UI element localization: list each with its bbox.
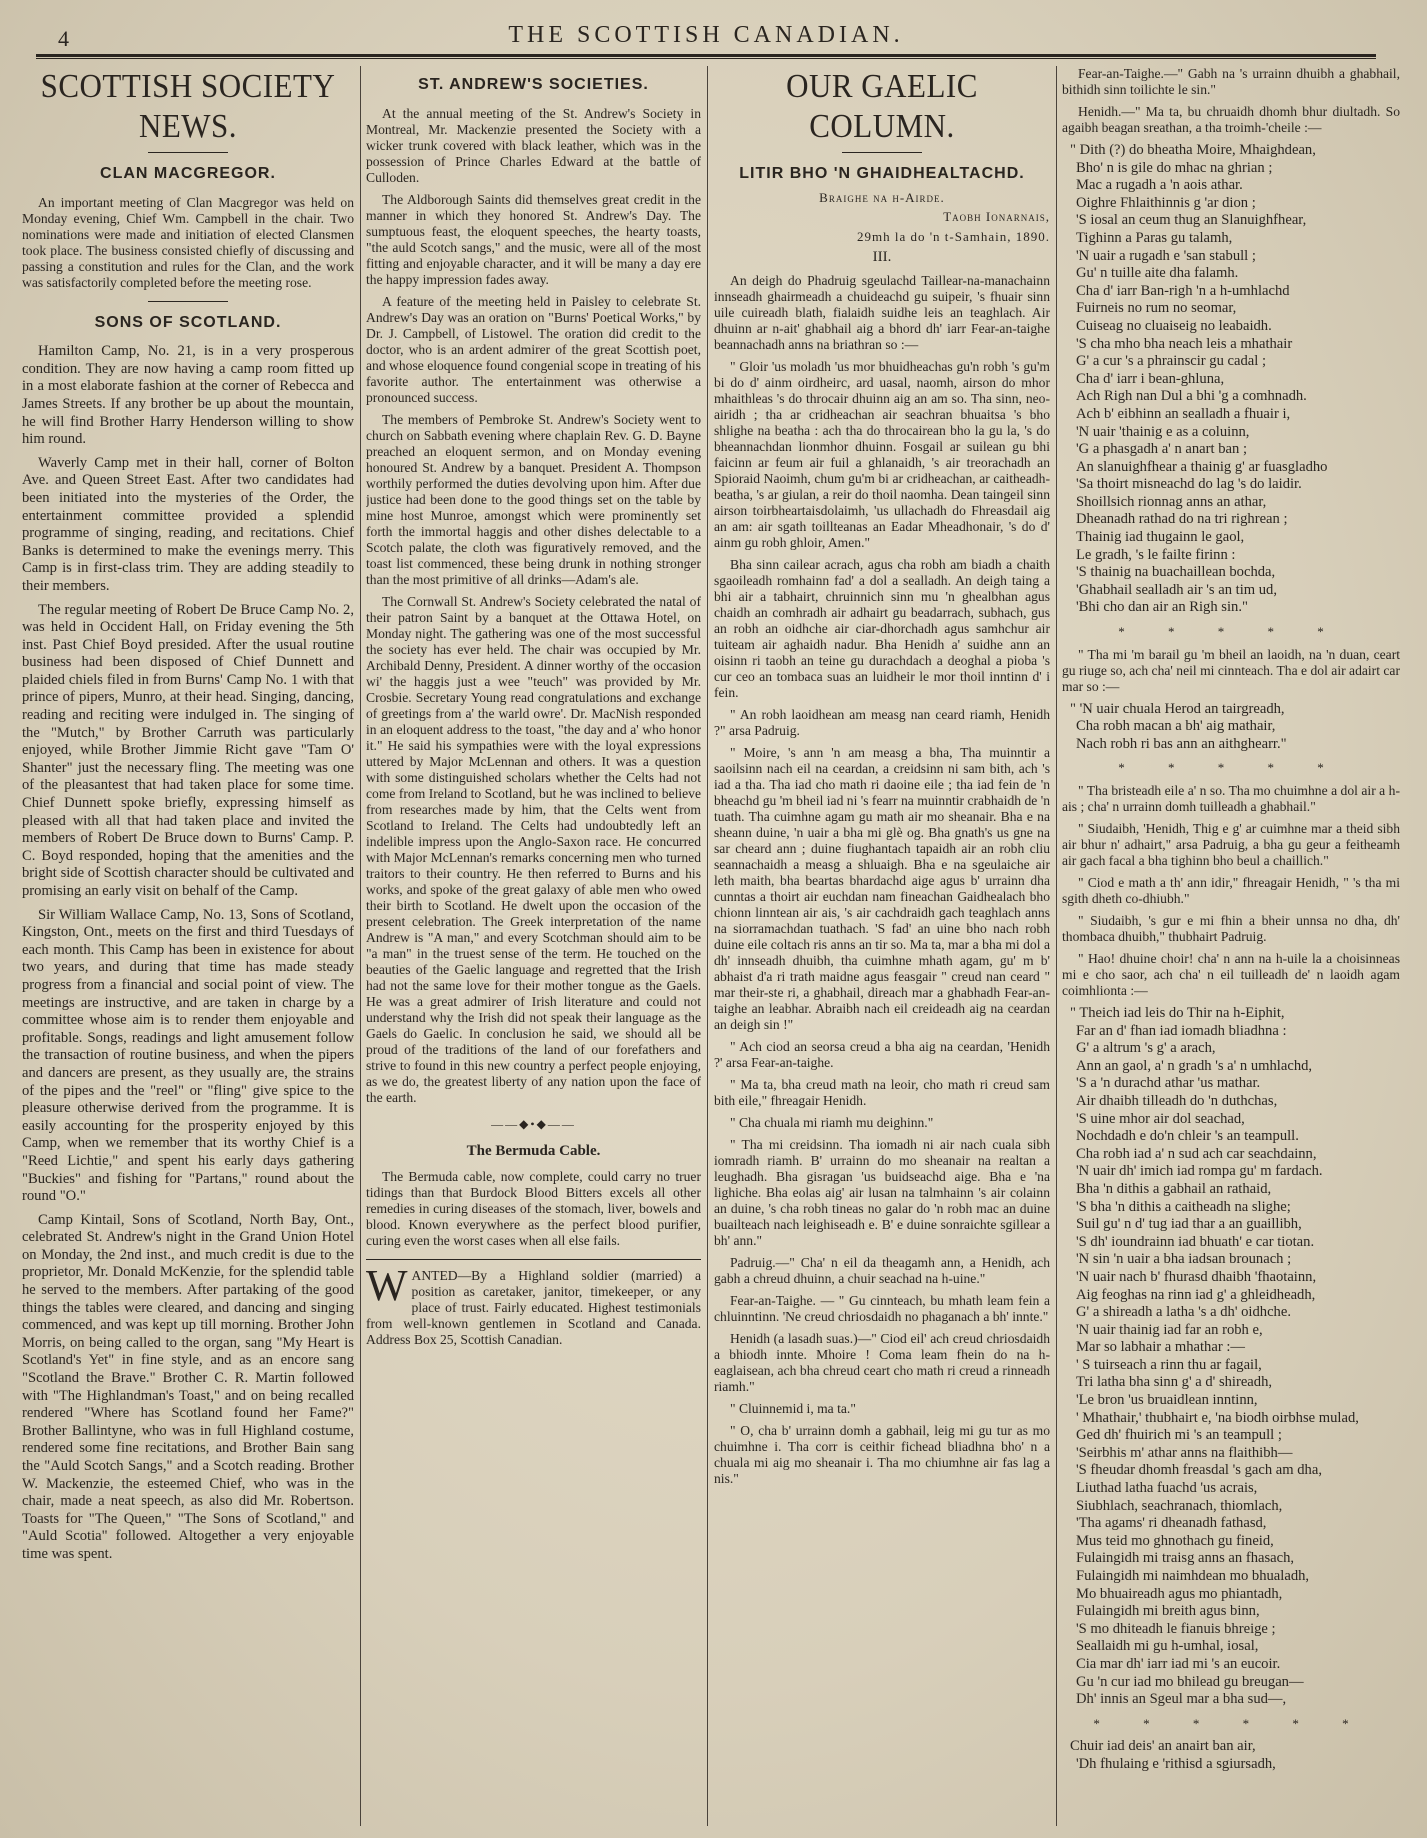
article-paragraph: An important meeting of Clan Macgregor was held on Monday evening, Chief Wm. Campbell in the chair. Two nominations were made and initiation of elected Clansmen took place. The business consisted chiefly of discussing and passing a constitution and rules for the Clan, and the work was satisfactorily completed before the meeting rose.	[22, 194, 354, 290]
verse-line: Shoillsich rionnag anns an athar,	[1076, 493, 1267, 510]
article-paragraph: The Bermuda cable, now complete, could carry no truer tidings than that Burdock Blood Bitters excels all other remedies in curing diseases of the stomach, liver, bowels and blood. Known everywhere as the perfect blood purifier, curing even the worst cases when all else fails.	[366, 1168, 701, 1248]
article-paragraph: " Tha bristeadh eile a' n so. Tha mo chuimhne a dol air a h-ais ; cha' n urrainn domh tuilleadh a ghabhail."	[1062, 783, 1400, 814]
verse-line: Seallaidh mi gu h-umhal, iosal,	[1076, 1638, 1259, 1655]
column-rule	[1056, 66, 1057, 1826]
verse-line: 'S mo dhiteadh le fianuis bhreige ;	[1076, 1620, 1276, 1637]
verse-line: 'Tha agams' ri dheanadh fathasd,	[1076, 1515, 1267, 1532]
article-paragraph: " Cha chuala mi riamh mu deighinn."	[730, 1114, 934, 1130]
verse-line: Siubhlach, seachranach, thiomlach,	[1076, 1497, 1283, 1514]
column-scottish-society-news	[22, 66, 354, 1826]
article-paragraph: " Tha mi 'm barail gu 'm bheil an laoidh, na 'n duan, ceart gu riuge so, ach cha' neil mi cinnteach. Tha e dol air adairt car mar so :—	[1062, 646, 1400, 694]
asterisk-divider: * * * * * *	[1093, 1715, 1369, 1731]
verse-line: 'S bha 'n dithis a caitheadh na slighe;	[1076, 1198, 1291, 1215]
verse-line: 'S iosal an ceum thug an Slanuighfhear,	[1076, 212, 1307, 229]
column-gaelic	[714, 66, 1050, 1826]
verse-line: 'Sa thoirt misneachd do lag 's do laidir.	[1076, 476, 1302, 493]
ornament-divider: ——◆•◆——	[491, 1116, 576, 1131]
verse-line: Cha d' iarr Ban-righ 'n a h-umhlachd	[1076, 282, 1290, 299]
article-paragraph: The regular meeting of Robert De Bruce Camp No. 2, was held in Occident Hall, on Friday evening the 5th inst. Past Chief Boyd presided. After the usual routine business had been disposed of Chief Dunnett and plaided chiels filed in from Burns' Camp No. 1 with that prince of pipers, Munro, at their head. Singing, dancing, reading and reciting were indulged in. The singing of the "Mutch," by Brother Carruth was particularly enjoyed, while Brother Jimmie Richt gave "Tam O' Shanter" just the necessary fling. The meeting was one of the pleasantest that had taken place for some time. Chief Dunnett spoke briefly, expressing himself as pleased with all that had taken place and invited the members of Robert De Bruce down to Burns' Camp. P. C. Boyd responded, hoping that the amenities and the bright side of Scottish character should be cultivated and promising an early visit on behalf of the Camp.	[22, 601, 354, 899]
section-heading: OUR GAELIC COLUMN.	[786, 66, 978, 145]
verse-line: ' Mhathair,' thubhairt e, 'na biodh oirbhse mulad,	[1076, 1409, 1359, 1426]
divider	[148, 301, 228, 302]
part-number: III.	[872, 249, 892, 266]
column-rule	[707, 66, 708, 1826]
article-paragraph: " Ciod e math a th' ann idir," fhreagair Henidh, " 's tha mi sgith dheth co-dhiubh."	[1062, 875, 1400, 906]
article-paragraph: Camp Kintail, Sons of Scotland, North Bay, Ont., celebrated St. Andrew's night in the Grand Union Hotel on Monday, the 2nd inst., and much credit is due to the proprietor, Mr. Donald McKenzie, for the splendid table he served to the members. After partaking of the good things the tables were cleared, and dancing and singing commenced, and was kept up till morning. Brother John Morris, on being called to the organ, sang "My Heart is Scotland's Yet" in fine style, and as an encore sang "Scotland the Brave." Brother C. R. Martin followed with "The Highlandman's Toast," and on being recalled rendered "Where has Scotland found her Fame?" Brother Ballintyne, who was in full Highland costume, rendered some fine recitations, and Brother Bain sang the "Auld Scotch Sangs," and a Scotch reading. Brother W. Mackenzie, the esteemed Chief, who was in the chair, made a neat speech, as also did Mr. Robertson. Toasts for "The Queen," "The Sons of Scotland," and "Auld Scotia" followed. Altogether a very enjoyable time was spent.	[22, 1211, 354, 1562]
dateline-date: 29mh la do 'n t-Samhain, 1890.	[856, 228, 1050, 244]
verse-line: 'N uair nach b' fhurasd dhaibh 'fhaotainn,	[1076, 1268, 1317, 1285]
verse-line: Liuthad latha fuachd 'us acrais,	[1076, 1480, 1258, 1497]
byline: Braighe na h-Airde.	[819, 189, 945, 205]
paper-title: THE SCOTTISH CANADIAN.	[508, 22, 904, 48]
verse-line: 'N uair dh' imich iad rompa gu' m fardach.	[1076, 1163, 1323, 1180]
verse-line: Suil gu' n d' tug iad thar a an guaillibh,	[1076, 1216, 1302, 1233]
article-paragraph: " Ach ciod an seorsa creud a bha aig na ceardan, 'Henidh ?' arsa Fear-an-taighe.	[714, 1038, 1050, 1070]
verse-line: Le gradh, 's le failte firinn :	[1076, 546, 1236, 563]
verse-line: 'S a 'n durachd athar 'us mathar.	[1076, 1075, 1261, 1092]
divider	[148, 152, 228, 153]
article-paragraph: " Gloir 'us moladh 'us mor bhuidheachas gu'n robh 's gu'm bi do d' ainm oirdheirc, ard uasal, naomh, airson do mhor mhaithleas 's do throcair dhuinn aig an am so. Tha sinn, neo-airidh ; tha ar cridheachan air seachran bhuaitsa 's bho shlighe na beatha : ach tha do throcairean bho la gu la, 's do bheannachdan lionmhor dhuinn. Fosgail ar suilean gu bhi faicinn ar feum air fuil a ghlanaidh, 's air treorachadh an Spioraid Naoimh, chum gu'm bi ar cridheachan, ar caitheadh-beatha, 's ar giulan, a reir do thoil naomha. Dean taingeil sinn airson toirbheartaisdolaimh, 'us ullachadh do Fhreasdail aig an am: air sgath toillteanas an Eadar Mheadhonair, 's do d' ainm gu robh ghloir, Amen."	[714, 358, 1050, 550]
article-paragraph: Sir William Wallace Camp, No. 13, Sons of Scotland, Kingston, Ont., meets on the first and third Tuesdays of each month. This Camp has been in existence for about two years, and during that time has made steady progress from a financial and social point of view. The meetings are instructive, and are taken in charge by a committee whose aim is to render them enjoyable and profitable. Songs, readings and light amusement follow the transaction of routine business, and when the pipers and dancers are present, as they usually are, the strains of the pipes and the "reel" or "fling" give spice to the pleasure otherwise derived from the programme. It is easily accounting for the prosperity enjoyed by this Camp, when we remember that its worthy Chief is a "Reed Lichtie," and spent his early days gathering "Buckies" and fishing for "Partans," round about the round "O."	[22, 906, 354, 1205]
verse-line: 'G a phasgadh a' n anart ban ;	[1076, 441, 1247, 458]
verse-line: 'Seirbhis m' athar anns na flaithibh—	[1076, 1444, 1293, 1461]
verse-line: Air dhaibh tilleadh do 'n duthchas,	[1076, 1092, 1278, 1109]
verse-line: 'Bhi cho dan air an Righ sin."	[1076, 599, 1248, 616]
verse-line: Tri latha bha sinn g' a d' shireadh,	[1076, 1374, 1273, 1391]
article-paragraph: " Hao! dhuine choir! cha' n ann na h-uile la a choisinneas mi e cho saor, ach cha' n eil tuilleadh de' n laoidh agam coimhlionta :—	[1062, 951, 1400, 998]
verse-line: 'N uair 'thainig e as a coluinn,	[1076, 423, 1250, 440]
verse-line: Tighinn a Paras gu talamh,	[1076, 229, 1233, 246]
verse-line: An slanuighfhear a thainig g' ar fuasgladho	[1076, 458, 1328, 475]
verse-line: Fulaingidh mi traisg anns an fhasach,	[1076, 1550, 1295, 1567]
verse-line: Dh' innis an Sgeul mar a bha sud—,	[1076, 1691, 1287, 1708]
verse-line: 'S dh' ioundrainn iad bhuath' e car tiotan.	[1076, 1233, 1315, 1250]
article-paragraph: The Cornwall St. Andrew's Society celebrated the natal of their patron Saint by a banquet at the Ottawa Hotel, on Monday night. The gathering was one of the most successful the society has ever held. The chair was occupied by Mr. Archibald Denny, President. A dinner worthy of the occasion wi' the haggis just a wee "teuch" was provided by Mr. Crosbie. Secretary Young read congratulations and exchange of greetings from a' the warld owre'. Dr. MacNish responded in an eloquent address to the toast, "the day and a' who honor it." He said his sympathies were with the loyal expressions uttered by Major McLennan and others. It was a question with some distinguished scholars whether the Celts had not come from Ireland to Scotland, but he was inclined to believe from researches made by him, that the Celts went from Scotland to Ireland. The Celts had undoubtedly left an indelible impress upon the Anglo-Saxon race. He concurred with Major McLennan's remarks concerning men who turned traitors to their country. He then referred to Burns and his works, and spoke of the great galaxy of able men who owed their birth to Scotland. He dwelt upon the occasion of the present celebration. The Greek interpretation of the name Andrew is "A man," and every Scotchman should aim to be "a man" in the truest sense of the term. He touched on the beauties of the Gaelic language and regretted that the Irish had not the same love for their mother tongue as the Gaels. He was a great admirer of Irish literature and could not understand why the Irish did not speak their language as the Gaels do Gaelic. In conclusion he said, we should all be proud of the traditions of the land of our forefathers and strive to found in this new country a perfect people enjoying, as we do, the greatest liberty of any nation upon the face of the earth.	[366, 593, 701, 1105]
article-paragraph: " Siudaibh, 's gur e mi fhin a bheir unnsa no dha, dh' thombaca dhuibh," thubhairt Padruig.	[1062, 913, 1400, 944]
verse-line: Cuiseag no cluaiseig no leabaidh.	[1076, 317, 1272, 334]
verse-line: Cia mar dh' iarr iad mi 's an eucoir.	[1076, 1655, 1281, 1672]
article-paragraph: " O, cha b' urrainn domh a gabhail, leig mi gu tur as mo chuimhne i. Tha corr is ceithir fichead bliadhna bho' n a chuala mi aig mo sheanair i. Tha mo chiumhne air fas lag a nis."	[714, 1422, 1050, 1486]
verse-line: Nach robh ri bas ann an aithghearr."	[1076, 735, 1287, 752]
verse-line: Far an d' fhan iad iomadh bliadhna :	[1076, 1022, 1287, 1039]
asterisk-divider: * * * * *	[1118, 760, 1344, 776]
page-number: 4	[58, 26, 69, 51]
verse-line: Bho' n is gile do mhac na ghrian ;	[1076, 159, 1273, 176]
article-heading: LITIR BHO 'N GHAIDHEALTACHD.	[739, 165, 1025, 182]
verse-line: Gu 'n cur iad mo bhilead gu breugan—	[1076, 1673, 1304, 1690]
verse-line: Fuirneis no rum no seomar,	[1076, 300, 1237, 317]
verse-line: Fulaingidh mi breith agus binn,	[1076, 1603, 1260, 1620]
article-paragraph: The Aldborough Saints did themselves great credit in the manner in which they honored St. Andrew's Day. The sumptuous feast, the eloquent speeches, the hearty toasts, "the auld Scotch sangs," and the music, were all of the most fitting and enjoyable character, and it will be many a day ere the happy impression fades away.	[366, 191, 701, 287]
verse-line: 'S uine mhor air dol seachad,	[1076, 1110, 1245, 1127]
column-rule	[360, 66, 361, 1826]
verse-line: Ach Righ nan Dul a bhi 'g a comhnadh.	[1076, 388, 1307, 405]
verse-line: 'S fheudar dhomh freasdal 's gach am dha,	[1076, 1462, 1322, 1479]
asterisk-divider: * * * * *	[1118, 624, 1344, 640]
verse-line: Cha robh iad a' n sud ach car seachdainn,	[1076, 1145, 1317, 1162]
verse-line: Mo bhuaireadh agus mo phiantadh,	[1076, 1585, 1283, 1602]
verse-line: Fulaingidh mi naimhdean mo bhualadh,	[1076, 1568, 1310, 1584]
verse-line: Gu' n tuille aite dha falamh.	[1076, 265, 1239, 282]
verse-line: Ach b' eibhinn an sealladh a fhuair i,	[1076, 405, 1291, 422]
article-paragraph: Padruig.—" Cha' n eil da theagamh ann, a Henidh, ach gabh a chreud dhuinn, a chuir seachad na h-uine."	[714, 1254, 1050, 1286]
divider	[842, 152, 922, 153]
verse-line: 'Dh fhulaing e 'rithisd a sgiursadh,	[1076, 1755, 1276, 1772]
article-heading: SONS OF SCOTLAND.	[94, 313, 282, 331]
ad-text: ANTED—By a Highland soldier (married) a position as caretaker, janitor, timekeeper, or any place of trust. Fairly educated. Highest testimonials from well-known gentlemen in Scotland and Canada. Address Box 25, Scottish Canadian.	[366, 1267, 701, 1347]
verse-line: 'S thainig na buachaillean bochda,	[1076, 564, 1276, 581]
verse-line: 'N uair thainig iad far an robh e,	[1076, 1321, 1263, 1338]
verse-line: ' S tuirseach a rinn thu ar fagail,	[1076, 1356, 1262, 1373]
verse-block	[1062, 1005, 1400, 1709]
article-paragraph: At the annual meeting of the St. Andrew's Society in Montreal, Mr. Mackenzie presented the Society with a wicker trunk covered with black leather, which was in the possession of Prince Charles Edward at the battle of Culloden.	[366, 105, 701, 185]
verse-line: 'Le bron 'us bruaidlean inntinn,	[1076, 1392, 1258, 1409]
article-paragraph: Hamilton Camp, No. 21, is in a very prosperous condition. They are now having a camp room fitted up in a most elaborate fashion at the corner of Rebecca and James Streets. If any brother be up about the mountain, he will find Brother Harry Henderson willing to show him round.	[22, 343, 354, 448]
article-paragraph: " Cluinnemid i, ma ta."	[730, 1400, 856, 1416]
article-paragraph: An deigh do Phadruig sgeulachd Taillear-na-manachainn innseadh ghairmeadh a chuideachd gu suipeir, 's fhuair sinn uile cuireadh blath, fialaidh suidhe leis an teaghlach. Air dhuinn ar n-ait' ghabhail aig a bhord dh' iarr Fear-an-taighe beannachadh anns na briathran so :—	[714, 272, 1050, 352]
column-st-andrews-societies	[366, 66, 701, 1826]
article-paragraph: Fear-an-Taighe.—" Gabh na 's urrainn dhuibh a ghabhail, bithidh sinn toilichte le sin."	[1062, 66, 1400, 97]
article-paragraph: " Tha mi creidsinn. Tha iomadh ni air nach cuala sibh iomradh riamh. B' urrainn do mo sheanair na realtan a leughadh. Bha gisragan 'us buidseachd aige. Bha e 'na lighiche. Bha eolas aig' air lusan na talmhainn 's air colainn an duine, 's cha robh tineas no galar do 'n robh mac an duine buailteach nach leighiseadh e. B' e duine sonraichte sgillear a bh' ann."	[714, 1136, 1050, 1248]
verse-block	[1062, 701, 1400, 754]
masthead-rule	[36, 54, 1376, 59]
drop-cap: W	[366, 1260, 408, 1310]
verse-line: " Theich iad leis do Thir na h-Eiphit,	[1070, 1005, 1285, 1021]
verse-line: Thainig iad thugainn le gaol,	[1076, 529, 1245, 546]
article-paragraph: A feature of the meeting held in Paisley to celebrate St. Andrew's Day was an oration on "Burns' Poetical Works," by Dr. J. Campbell, of Listowel. The oration did credit to the doctor, who is an ardent admirer of the great Scottish poet, and whose eloquence found congenial scope in treating of his favorite author. The entertainment was otherwise a pronounced success.	[366, 293, 701, 405]
verse-line: G' a shireadh a latha 's a dh' oidhche.	[1076, 1304, 1291, 1321]
article-paragraph: Bha sinn cailear acrach, agus cha robh am biadh a chaith sgaoileadh romhainn fad' a dol a sealladh. An deigh taing a bhi air a tabhairt, chruinnich sinn mu 'n ghealbhan agus chaidh an comhradh air adhairt gu beadarrach, subhach, gus an robh an oidhche air ciar-dhorchadh agus samhchur air tuiteam air aghaidh nadur. Bha Henidh a' suidhe ann an oisinn ri taobh an teine gu durachdach a deoghal a pioba 's cur ceo an tombaca suas an luidheir le mor thoil inntinn d' i fein.	[714, 556, 1050, 700]
verse-line: Cha d' iarr i bean-ghluna,	[1076, 370, 1225, 387]
verse-line: 'N uair a rugadh e 'san stabull ;	[1076, 247, 1256, 264]
verse-line: 'N sin 'n uair a bha iadsan brounach ;	[1076, 1251, 1292, 1268]
section-heading: SCOTTISH SOCIETY NEWS.	[40, 66, 336, 145]
verse-line: G' a cur 's a phrainscir gu cadal ;	[1076, 353, 1267, 370]
verse-line: Ann an gaol, a' n gradh 's a' n umhlachd,	[1076, 1057, 1313, 1074]
verse-line: Chuir iad deis' an anairt ban air,	[1070, 1738, 1256, 1755]
verse-line: Aig feoghas na rinn iad g' a ghleidheadh,	[1076, 1286, 1316, 1303]
verse-line: Dheanadh rathad do na tri righrean ;	[1076, 511, 1288, 528]
dateline-place: Taobh Ionarnais,	[943, 209, 1050, 225]
verse-block	[1062, 1738, 1400, 1773]
article-paragraph: " Ma ta, bha creud math na leoir, cho math ri creud sam bith eile," fhreagair Henidh.	[714, 1076, 1050, 1108]
article-heading: CLAN MACGREGOR.	[100, 165, 276, 182]
verse-line: Cha robh macan a bh' aig mathair,	[1076, 718, 1276, 735]
verse-line: G' a altrum 's g' a arach,	[1076, 1040, 1216, 1057]
article-paragraph: " Moire, 's ann 'n am measg a bha, Tha muinntir a saoilsinn nach eil na ceardan, a creidsinn ni sam bith, ach 's iad a tha. Tha iad cho math ri daoine eile ; tha iad fein de 'n bheachd gu 'm bheil iad ni 's fearr na muinntir crabhaidh de 'n tuath. Tha cuimhne agam gu math air mo sheanair. Bha e na sheann duine, 'n uair a bha mi glè og. Bha gnath's us gne na sar cheard ann ; duine fiughantach tapaidh air an robh cliu seannachaidh a measg a shluaigh. Bha e na sgeulaiche air leth maith, bha beartas bhardachd aige agus b' urrainn dha cunntas a thoirt air euchdan nam fineachan Gaidhealach bho chionn linntean air ais, 's air cachdraidh gach teaghlach anns na siorramachdan tuathach. 'S fad' an uine bho nach robh duine eile coltach ris anns an tir so. Ma ta, mar a bha mi dol a dh' innseadh dhuibh, tha cuimhne mhath agam, gu' m b' abhaist d'a ri trath maidne agus feasgair " creud nan ceard " mar their-ste ri, a ghabhail, direach mar a ghabhadh Fear-an-taighe an leabhar. Abraibh nach eil creideadh aig na ceardan an deigh sin !"	[714, 744, 1050, 1032]
classified-ad	[366, 1259, 701, 1348]
verse-line: " 'N uair chuala Herod an tairgreadh,	[1070, 700, 1285, 717]
column-gaelic-continued	[1062, 66, 1400, 1826]
verse-line: Mac a rugadh a 'n aois athar.	[1076, 177, 1243, 194]
article-paragraph: Henidh (a lasadh suas.)—" Ciod eil' ach creud chriosdaidh a bhiodh innte. Mhoire ! Coma leam fhein do na h-eaglaisean, ach bha chreud ceart cho math ri creud a rinneadh riamh."	[714, 1330, 1050, 1394]
verse-line: Mus teid mo ghnothach gu fineid,	[1076, 1532, 1274, 1549]
verse-line: Ged dh' fhuirich mi 's an teampull ;	[1076, 1427, 1282, 1444]
verse-line: Bha 'n dithis a gabhail an rathaid,	[1076, 1180, 1272, 1197]
verse-line: Oighre Fhlaithinnis g 'ar dion ;	[1076, 194, 1256, 211]
article-paragraph: " Siudaibh, 'Henidh, Thig e g' ar cuimhne mar a theid sibh air bhur n' adhairt," arsa Padruig, a bha gu geur a feitheamh air gach facal a bha tighinn bho beul a chaillich."	[1062, 821, 1400, 868]
verse-line: Mar so labhair a mhathar :—	[1076, 1339, 1245, 1356]
article-paragraph: " An robh laoidhean am measg nan ceard riamh, Henidh ?" arsa Padruig.	[714, 706, 1050, 738]
section-heading: ST. ANDREW'S SOCIETIES.	[418, 76, 649, 93]
verse-line: 'S cha mho bha neach leis a mhathair	[1076, 335, 1293, 352]
article-paragraph: The members of Pembroke St. Andrew's Society went to church on Sabbath evening where chaplain Rev. G. D. Bayne preached an eloquent sermon, and on Monday evening honoured St. Andrew by a banquet. President A. Thompson worthily performed the duties devolving upon him. After due justice had been done to the good things set on the table by mine host Munroe, amongst which were prominently set forth the immortal haggis and other dishes delectable to a Scotch palate, the cloth was figuratively removed, and the toast list commenced, these being drunk in nothing stronger than the most primitive of all drinks—Adam's ale.	[366, 411, 701, 587]
verse-line: Nochdadh e do'n chleir 's an teampull.	[1076, 1128, 1299, 1145]
verse-line: 'Ghabhail sealladh air 's an tim ud,	[1076, 581, 1278, 598]
article-paragraph: Waverly Camp met in their hall, corner of Bolton Ave. and Queen Street East. After two candidates had been initiated into the mysteries of the Order, the entertainment committee provided a splendid programme of singing, reading, and recitations. Chief Banks is determined to make the evenings merry. This Camp is in first-class trim. They are adding steadily to their members.	[22, 454, 354, 594]
article-paragraph: Henidh.—" Ma ta, bu chruaidh dhomh bhur diultadh. So agaibh beagan sreathan, a tha troimh-'cheile :—	[1062, 104, 1400, 135]
verse-block	[1062, 142, 1400, 617]
verse-line: " Dith (?) do bheatha Moire, Mhaighdean,	[1070, 142, 1316, 158]
article-paragraph: Fear-an-Taighe. — " Gu cinnteach, bu mhath leam fein a chluinntinn. 'Ne creud chriosdaidh no phaganach a bh' innte."	[714, 1292, 1050, 1324]
article-heading: The Bermuda Cable.	[466, 1143, 601, 1160]
